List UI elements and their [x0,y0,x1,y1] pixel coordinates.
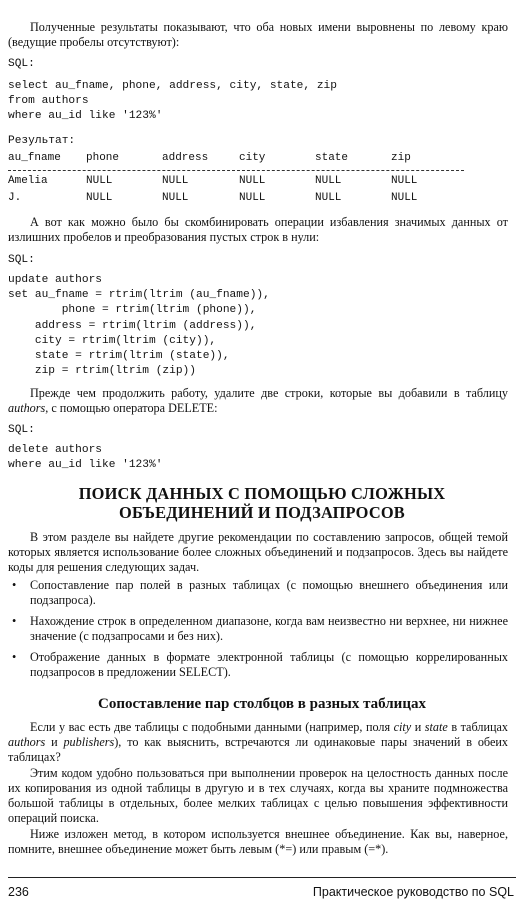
table-header-cell: address [162,152,209,164]
paragraph-integrity-checks: Этим кодом удобно пользоваться при выполнении проверок на целостность данных после их копирования из одной таблицы в другую и в тех случаях, когда вы храните подмножества большой таблицы в отдельных, более мелких таблицах с целью повышения эффективности операций поиска. [8,766,508,825]
table-divider [8,170,464,171]
bullet-icon: • [12,614,17,628]
bullet-icon: • [12,578,17,592]
paragraph-text: , с помощью оператора DELETE: [45,401,218,415]
table-header-cell: state [315,152,349,164]
running-title: Практическое руководство по SQL [312,885,514,899]
table-header-cell: phone [86,152,120,164]
table-row [8,175,468,192]
result-table-body [8,175,468,209]
paragraph-text: Прежде чем продолжить работу, удалите две строки, которые вы добавили в таблицу [30,386,508,400]
table-cell: NULL [315,175,342,187]
table-cell: NULL [391,192,418,204]
list-item [12,614,508,644]
paragraph-text: и [45,735,64,749]
table-cell: NULL [162,192,189,204]
subsection-heading: Сопоставление пар столбцов в разных таблицах [98,696,426,712]
table-cell: J. [8,192,22,204]
sql-label: SQL: [8,424,35,436]
paragraph-combine-operations: А вот как можно было бы скомбинировать операции избавления значимых данных от излишних пробелов и преобразования пустых строк в нули: [8,215,508,244]
paragraph-section-intro: В этом разделе вы найдете другие рекомендации по составлению запросов, общей темой которых является использование более сложных объединений и подзапросов. Здесь вы найдете коды для решения следующих задач. [8,530,508,574]
paragraph-text: Если у вас есть две таблицы с подобными данными (например, поля [30,720,394,734]
table-cell: NULL [239,175,266,187]
list-item-text: Сопоставление пар полей в разных таблицах (с помощью внешнего объединения или подзапроса). [30,578,508,607]
list-item-text: Отображение данных в формате электронной таблицы (с помощью коррелированных подзапросов в предложении SELECT). [30,650,508,679]
table-cell: Amelia [8,175,48,187]
page-number: 236 [8,885,29,899]
table-name-emphasis: authors [8,735,46,749]
paragraph-results-aligned: Полученные результаты показывают, что оба новых имени выровнены по левому краю (ведущие пробелы отсутствуют): [8,20,508,49]
table-header-cell: au_fname [8,152,61,164]
paragraph-text: в таблицах [447,720,508,734]
result-label: Результат: [8,135,76,147]
section-heading: ПОИСК ДАННЫХ С ПОМОЩЬЮ СЛОЖНЫХ [78,484,446,503]
paragraph-text: ), то как выяснить, встречаются ли одинаковые пары значений в обеих таблицах? [8,735,508,764]
sql-label: SQL: [8,254,35,266]
table-name-emphasis: publishers [63,735,115,749]
bullet-icon: • [12,650,17,664]
section-heading: ОБЪЕДИНЕНИЙ И ПОДЗАПРОСОВ [119,503,405,522]
footer-rule [8,877,516,878]
code-delete-authors: delete authors where au_id like '123%' [8,444,163,472]
table-header-cell: city [239,152,266,164]
table-cell: NULL [315,192,342,204]
paragraph-text: и [411,720,425,734]
sql-label: SQL: [8,58,35,70]
field-name-emphasis: state [424,720,448,734]
code-select-authors: select au_fname, phone, address, city, state, zip from authors where au_id like '123%' [8,80,337,123]
table-header-row [8,152,468,167]
code-update-authors: update authors set au_fname = rtrim(ltrim (au_fname)), phone = rtrim(ltrim (phone)), address = rtrim(ltrim (address)), city = rtrim(ltrim (city)), state = rtrim(ltrim (state)), zip = rtrim(ltrim (zip)) [8,274,270,378]
paragraph-delete-rows [8,386,508,416]
table-cell: NULL [86,192,113,204]
field-name-emphasis: city [393,720,412,734]
list-item [12,578,508,608]
table-cell: NULL [391,175,418,187]
table-name-emphasis: authors [8,401,46,415]
table-row [8,192,468,209]
paragraph-outer-join: Ниже изложен метод, в котором используется внешнее объединение. Как вы, наверное, помните, внешнее объединение может быть левым (*=) или правым (=*). [8,827,508,856]
list-item-text: Нахождение строк в определенном диапазоне, когда вам неизвестно ни верхнее, ни нижнее значение (с подзапросами и без них). [30,614,508,643]
result-table [8,152,468,167]
table-header-cell: zip [391,152,411,164]
table-cell: NULL [239,192,266,204]
table-cell: NULL [162,175,189,187]
table-cell: NULL [86,175,113,187]
paragraph-matching-pairs [8,720,508,765]
list-item [12,650,508,680]
